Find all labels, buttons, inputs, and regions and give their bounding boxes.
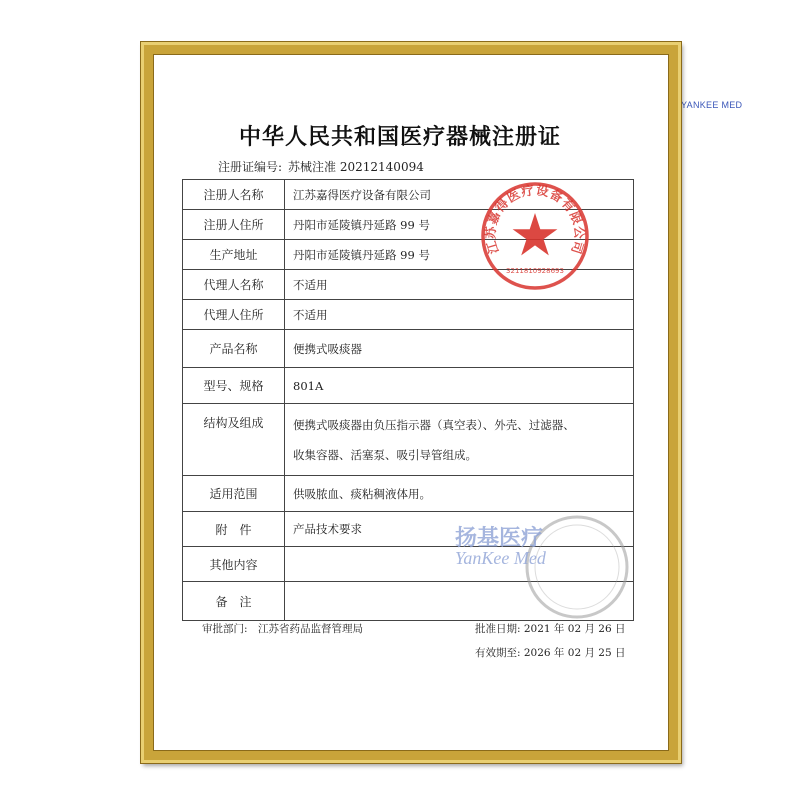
watermark-line2: YanKee Med	[455, 548, 546, 568]
seal-text: 江苏嘉得医疗设备有限公司	[482, 182, 588, 257]
corner-watermark: YANKEE MED	[681, 100, 743, 110]
valid-until: 有效期至: 2026 年 02 月 25 日	[475, 647, 626, 659]
row-label: 附 件	[183, 512, 285, 547]
row-value: 801A	[285, 368, 634, 404]
row-value: 便携式吸痰器	[285, 330, 634, 368]
row-label: 代理人住所	[183, 300, 285, 330]
yankee-watermark	[455, 527, 546, 567]
row-label: 生产地址	[183, 240, 285, 270]
row-label: 结构及组成	[183, 404, 285, 476]
row-value: 产品技术要求	[285, 512, 634, 547]
row-label: 注册人住所	[183, 210, 285, 240]
table-row	[183, 330, 634, 368]
table-row	[183, 300, 634, 330]
row-value: 江苏嘉得医疗设备有限公司	[285, 180, 634, 210]
watermark-line1: 扬基医疗	[455, 525, 544, 550]
company-seal-icon	[479, 180, 591, 292]
row-label: 注册人名称	[183, 180, 285, 210]
certificate-title: 中华人民共和国医疗器械注册证	[238, 124, 561, 150]
registration-label: 注册证编号:	[218, 160, 283, 174]
table-row	[183, 404, 634, 476]
table-row	[183, 476, 634, 512]
row-label: 产品名称	[183, 330, 285, 368]
seal-code: 3211810928693	[506, 267, 564, 275]
row-label: 型号、规格	[183, 368, 285, 404]
table-row	[183, 368, 634, 404]
approval-department: 审批部门: 江苏省药品监督管理局	[202, 623, 364, 635]
row-value: 丹阳市延陵镇丹延路 99 号	[285, 240, 634, 270]
row-value	[285, 404, 634, 476]
registration-value: 苏械注准 20212140094	[288, 160, 424, 174]
row-label: 其他内容	[183, 547, 285, 582]
approval-date: 批准日期: 2021 年 02 月 26 日	[475, 623, 626, 635]
row-label: 适用范围	[183, 476, 285, 512]
row-value-line: 收集容器、活塞泵、吸引导管组成。	[293, 447, 477, 462]
row-value: 不适用	[285, 270, 634, 300]
row-label: 备 注	[183, 582, 285, 621]
row-value: 供吸脓血、痰粘稠液体用。	[285, 476, 634, 512]
row-value: 不适用	[285, 300, 634, 330]
row-value: 丹阳市延陵镇丹延路 99 号	[285, 210, 634, 240]
row-label: 代理人名称	[183, 270, 285, 300]
registration-number	[218, 158, 430, 175]
row-value-line: 便携式吸痰器由负压指示器（真空表）、外壳、过滤器、	[293, 417, 575, 432]
